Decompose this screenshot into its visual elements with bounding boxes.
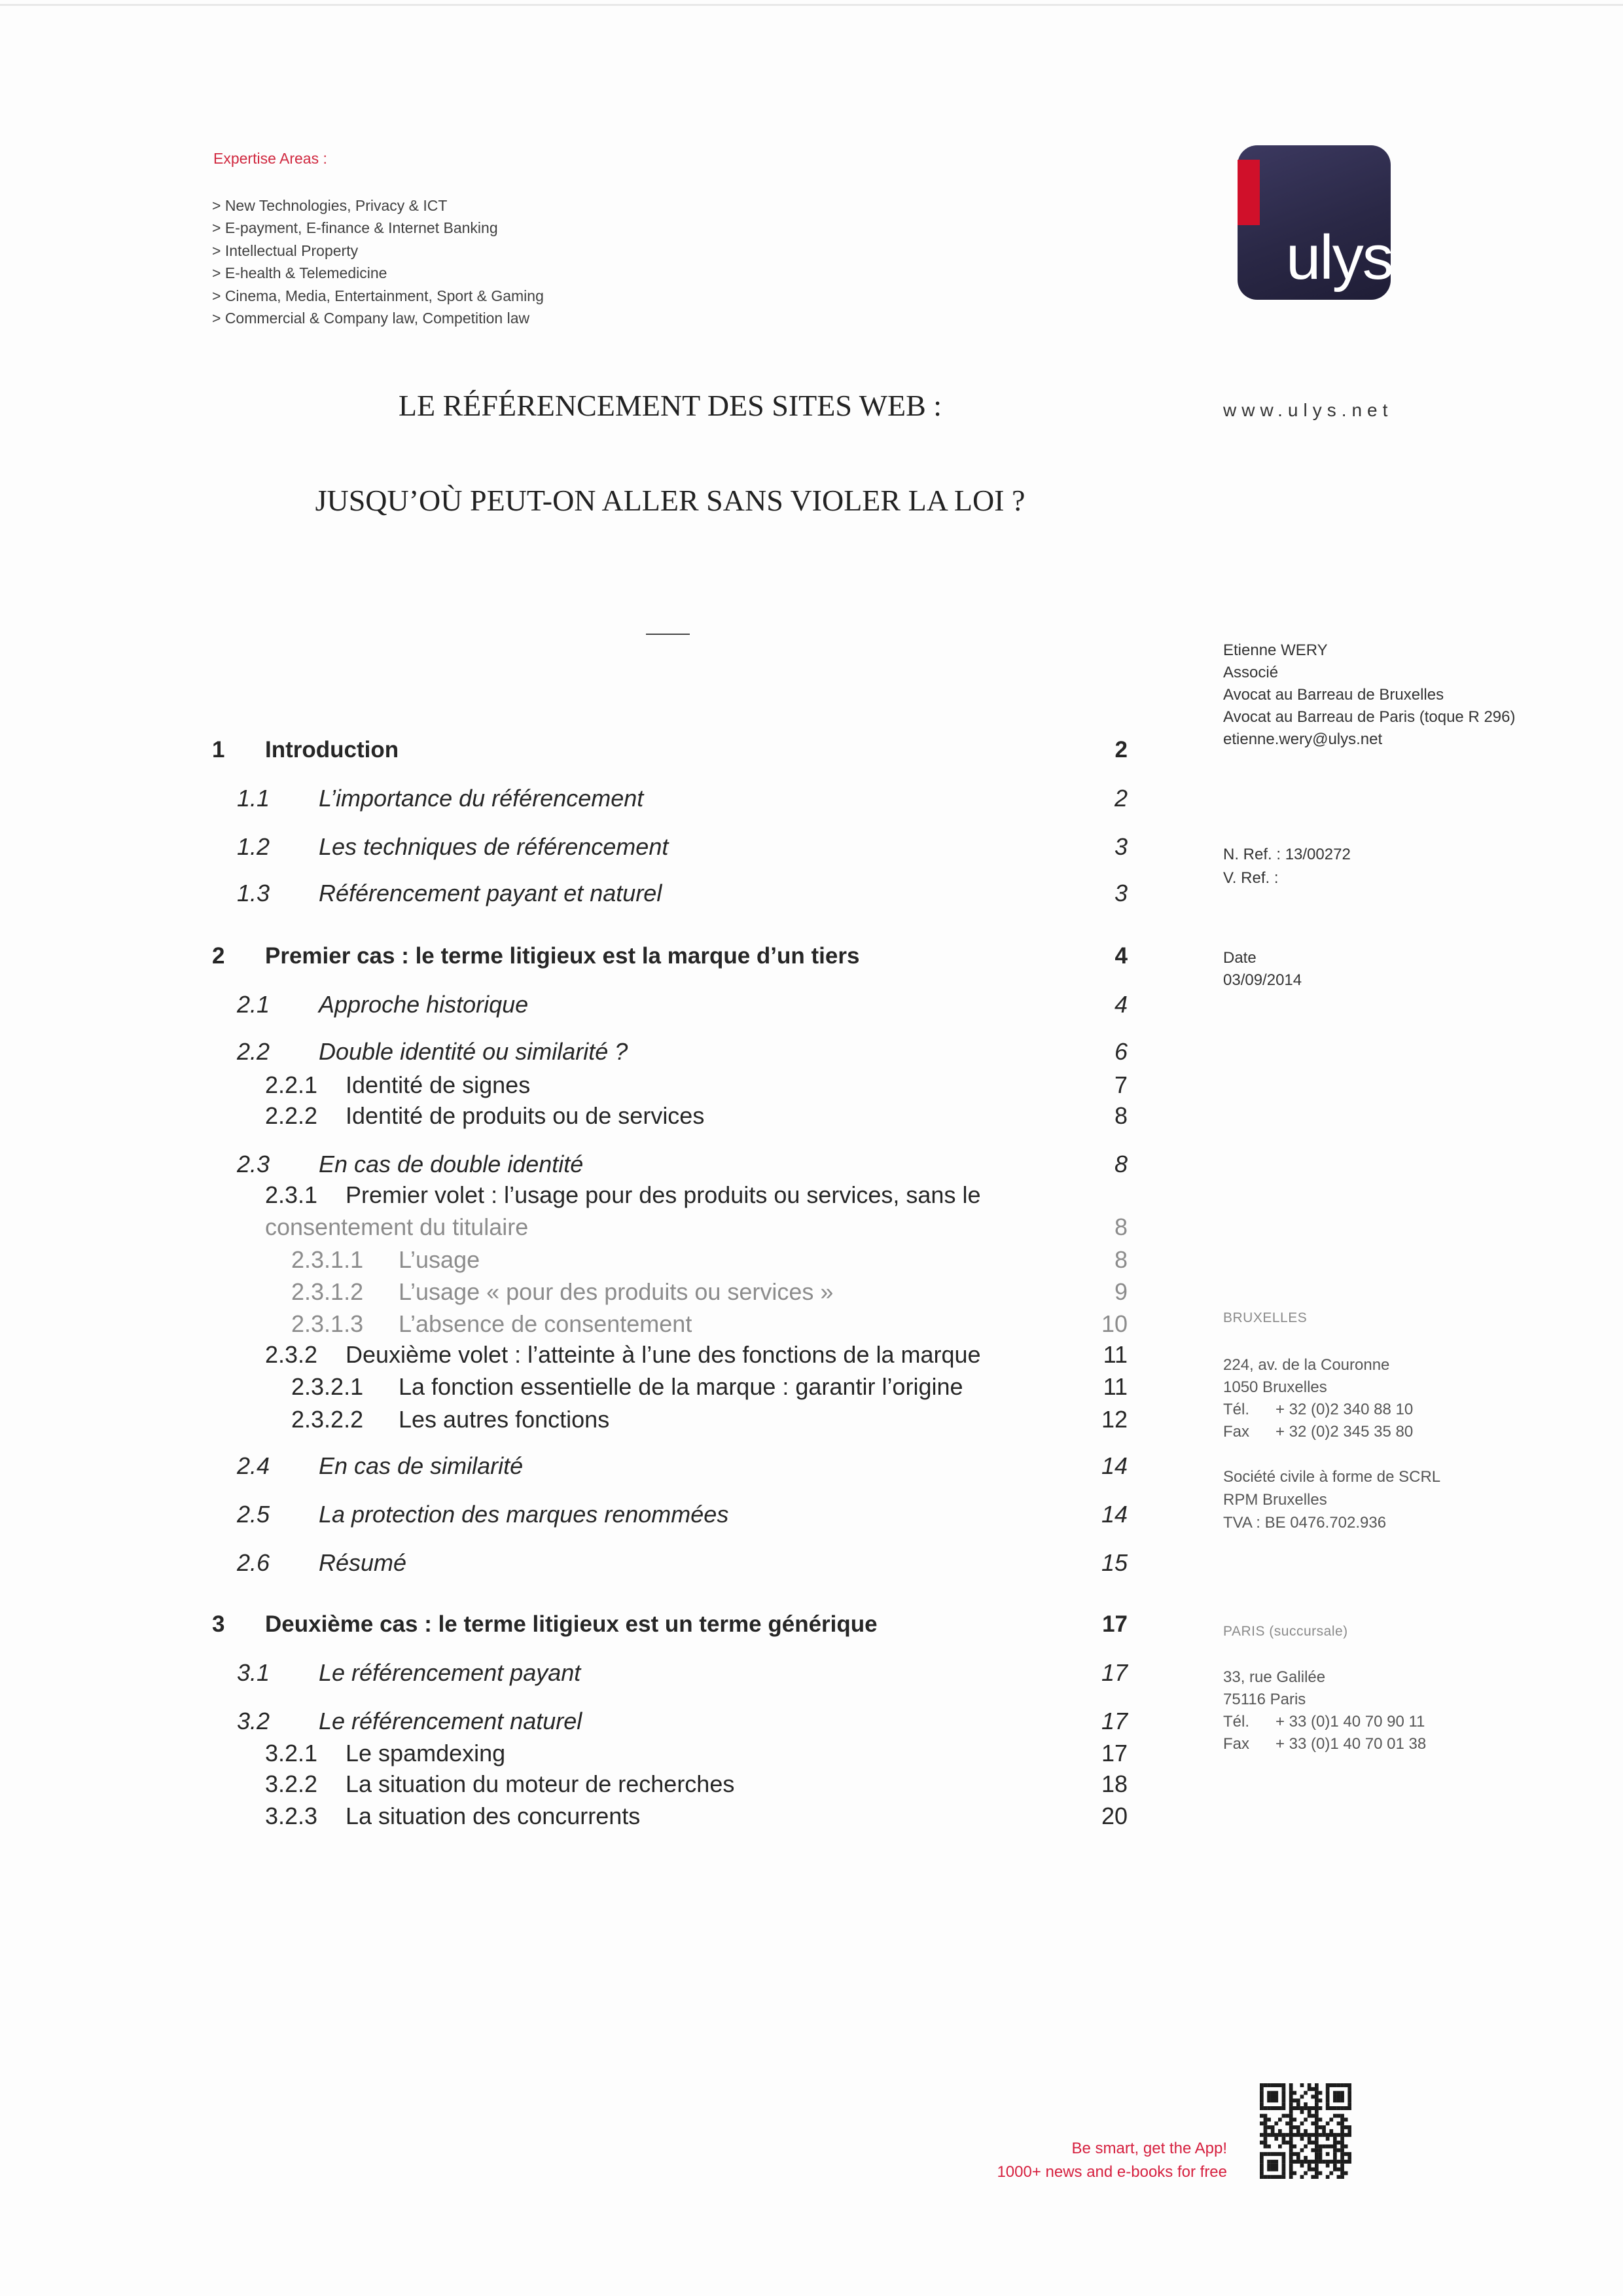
ulys-logo <box>1238 145 1391 300</box>
toc-entry <box>0 1802 1623 1831</box>
date-value: 03/09/2014 <box>1223 971 1302 989</box>
toc-entry <box>0 1500 1623 1529</box>
toc-entry <box>0 1549 1623 1577</box>
toc-title: La situation des concurrents <box>346 1803 641 1829</box>
toc-entry <box>0 1150 1623 1179</box>
toc-page: 11 <box>1103 1341 1128 1368</box>
toc-page: 4 <box>1114 991 1128 1018</box>
toc-number: 2.3.1.2 <box>291 1278 364 1305</box>
toc-entry <box>0 1102 1623 1130</box>
toc-entry <box>0 833 1623 861</box>
toc-number: 2 <box>212 943 225 969</box>
toc-number: 2.2 <box>237 1038 270 1065</box>
toc-entry <box>0 784 1623 813</box>
toc-entry <box>0 1181 1623 1210</box>
toc-page: 3 <box>1114 833 1128 860</box>
document-title-line-2: JUSQU’OÙ PEUT-ON ALLER SANS VIOLER LA LOI ? <box>315 484 1026 517</box>
toc-entry <box>0 1707 1623 1736</box>
toc-title: Premier cas : le terme litigieux est la marque d’un tiers <box>265 943 860 969</box>
toc-title: Double identité ou similarité ? <box>319 1038 628 1065</box>
author-block <box>1223 639 1515 751</box>
toc-entry <box>0 1071 1623 1100</box>
author-bar-paris: Avocat au Barreau de Paris (toque R 296) <box>1223 708 1516 726</box>
toc-title: En cas de similarité <box>319 1452 524 1479</box>
toc-page: 3 <box>1114 880 1128 906</box>
expertise-item: > E-health & Telemedicine <box>212 264 387 282</box>
toc-number: 1.1 <box>237 785 270 812</box>
toc-entry <box>0 1278 1623 1306</box>
expertise-item: > New Technologies, Privacy & ICT <box>212 197 448 214</box>
app-promo-line-1: Be smart, get the App! <box>1071 2140 1227 2157</box>
toc-page: 15 <box>1101 1549 1128 1576</box>
toc-entry <box>0 942 1623 971</box>
office-city: 75116 Paris <box>1223 1691 1306 1708</box>
toc-number: 2.3.1.1 <box>291 1246 364 1273</box>
toc-number: 3.2.2 <box>265 1770 318 1797</box>
phone-label: Tél. <box>1223 1401 1250 1418</box>
toc-page: 11 <box>1103 1373 1128 1400</box>
toc-title-continuation: consentement du titulaire <box>265 1213 529 1240</box>
toc-page: 14 <box>1101 1501 1128 1528</box>
toc-number: 2.6 <box>237 1549 270 1576</box>
toc-page: 8 <box>1114 1213 1128 1240</box>
expertise-item: > Cinema, Media, Entertainment, Sport & Gaming <box>212 287 544 304</box>
toc-title: La protection des marques renommées <box>319 1501 729 1528</box>
toc-page: 18 <box>1101 1770 1128 1797</box>
toc-entry <box>0 1770 1623 1799</box>
toc-number: 2.3.2.2 <box>291 1406 364 1433</box>
toc-page: 17 <box>1101 1740 1128 1767</box>
toc-number: 2.2.1 <box>265 1071 318 1098</box>
office-street: 33, rue Galilée <box>1223 1668 1326 1686</box>
toc-entry <box>0 1610 1623 1639</box>
toc-entry <box>0 1659 1623 1687</box>
document-title-line-1: LE RÉFÉRENCEMENT DES SITES WEB : <box>398 389 942 422</box>
toc-title: Deuxième volet : l’atteinte à l’une des fonctions de la marque <box>346 1341 981 1368</box>
phone-number: + 32 (0)2 340 88 10 <box>1275 1401 1414 1418</box>
expertise-item: > Commercial & Company law, Competition law <box>212 310 530 327</box>
toc-title: Le spamdexing <box>346 1740 506 1767</box>
toc-entry <box>0 879 1623 908</box>
toc-entry <box>0 1340 1623 1369</box>
toc-page: 8 <box>1114 1151 1128 1177</box>
toc-title: Le référencement payant <box>319 1659 581 1686</box>
toc-page: 14 <box>1101 1452 1128 1479</box>
office-brussels-name: BRUXELLES <box>1223 1310 1308 1325</box>
toc-title: En cas de double identité <box>319 1151 584 1177</box>
toc-title: La situation du moteur de recherches <box>346 1770 735 1797</box>
toc-title: L’importance du référencement <box>319 785 644 812</box>
toc-page: 4 <box>1115 943 1128 969</box>
author-bar-brussels: Avocat au Barreau de Bruxelles <box>1223 686 1444 704</box>
toc-entry <box>0 1739 1623 1768</box>
toc-number: 1 <box>212 737 225 762</box>
toc-page: 8 <box>1114 1246 1128 1273</box>
toc-number: 2.5 <box>237 1501 270 1528</box>
toc-page: 12 <box>1101 1406 1128 1433</box>
toc-page: 6 <box>1114 1038 1128 1065</box>
toc-page: 8 <box>1114 1102 1128 1129</box>
qr-code <box>1260 2083 1351 2179</box>
author-name: Etienne WERY <box>1223 641 1328 659</box>
logo-wordmark: ulys <box>1286 223 1393 293</box>
logo-red-bar <box>1238 160 1260 225</box>
toc-title: Référencement payant et naturel <box>319 880 662 906</box>
office-city: 1050 Bruxelles <box>1223 1378 1327 1396</box>
toc-entry <box>0 990 1623 1019</box>
toc-title: Premier volet : l’usage pour des produits ou services, sans le <box>346 1181 981 1208</box>
toc-number: 2.3.2.1 <box>291 1373 364 1400</box>
title-separator <box>646 634 690 635</box>
toc-page: 17 <box>1102 1611 1128 1637</box>
phone-label: Tél. <box>1223 1713 1250 1731</box>
toc-page: 17 <box>1101 1708 1128 1734</box>
toc-number: 2.1 <box>237 991 270 1018</box>
toc-title: Identité de produits ou de services <box>346 1102 705 1129</box>
toc-page: 9 <box>1114 1278 1128 1305</box>
toc-number: 3.2 <box>237 1708 270 1734</box>
company-form: Société civile à forme de SCRL <box>1223 1468 1441 1486</box>
our-reference: N. Ref. : 13/00272 <box>1223 846 1351 863</box>
date-label: Date <box>1223 949 1257 967</box>
scan-edge-line <box>0 4 1623 6</box>
toc-title: Introduction <box>265 737 399 762</box>
toc-number: 2.3.1.3 <box>291 1310 364 1337</box>
toc-number: 3.1 <box>237 1659 270 1686</box>
fax-label: Fax <box>1223 1735 1250 1753</box>
expertise-heading: Expertise Areas : <box>213 150 327 167</box>
fax-label: Fax <box>1223 1423 1250 1441</box>
toc-number: 3.2.3 <box>265 1803 318 1829</box>
toc-page: 10 <box>1101 1310 1128 1337</box>
toc-entry <box>0 1405 1623 1434</box>
toc-entry <box>0 1452 1623 1480</box>
toc-entry-continuation <box>0 1213 1623 1242</box>
toc-title: Les techniques de référencement <box>319 833 669 860</box>
toc-title: Deuxième cas : le terme litigieux est un terme générique <box>265 1611 878 1637</box>
toc-title: Résumé <box>319 1549 407 1576</box>
toc-title: L’usage « pour des produits ou services » <box>399 1278 834 1305</box>
company-vat: TVA : BE 0476.702.936 <box>1223 1514 1387 1532</box>
fax-number: + 32 (0)2 345 35 80 <box>1275 1423 1414 1441</box>
app-promo-line-2: 1000+ news and e-books for free <box>997 2163 1227 2181</box>
toc-entry <box>0 736 1623 764</box>
website-url: www.ulys.net <box>1223 400 1393 420</box>
author-email: etienne.wery@ulys.net <box>1223 730 1383 748</box>
toc-title: La fonction essentielle de la marque : garantir l’origine <box>399 1373 963 1400</box>
toc-entry <box>0 1246 1623 1274</box>
toc-number: 1.3 <box>237 880 270 906</box>
toc-title: Approche historique <box>319 991 529 1018</box>
toc-number: 3 <box>212 1611 225 1637</box>
office-paris-name: PARIS (succursale) <box>1223 1624 1348 1639</box>
toc-title: Identité de signes <box>346 1071 531 1098</box>
office-street: 224, av. de la Couronne <box>1223 1356 1390 1374</box>
expertise-item: > E-payment, E-finance & Internet Banking <box>212 219 498 237</box>
company-rpm: RPM Bruxelles <box>1223 1491 1327 1509</box>
toc-page: 2 <box>1114 785 1128 812</box>
toc-number: 2.3 <box>237 1151 270 1177</box>
phone-number: + 33 (0)1 40 70 90 11 <box>1275 1713 1425 1731</box>
toc-entry <box>0 1372 1623 1401</box>
toc-page: 7 <box>1114 1071 1128 1098</box>
expertise-item: > Intellectual Property <box>212 242 359 259</box>
toc-number: 1.2 <box>237 833 270 860</box>
author-role: Associé <box>1223 664 1279 681</box>
toc-number: 3.2.1 <box>265 1740 318 1767</box>
toc-title: Le référencement naturel <box>319 1708 582 1734</box>
toc-number: 2.4 <box>237 1452 270 1479</box>
toc-title: L’absence de consentement <box>399 1310 692 1337</box>
toc-entry <box>0 1037 1623 1066</box>
fax-number: + 33 (0)1 40 70 01 38 <box>1275 1735 1427 1753</box>
toc-page: 2 <box>1115 737 1128 762</box>
toc-title: Les autres fonctions <box>399 1406 610 1433</box>
toc-number: 2.3.1 <box>265 1181 318 1208</box>
expertise-list <box>212 194 544 329</box>
toc-number: 2.3.2 <box>265 1341 318 1368</box>
toc-entry <box>0 1310 1623 1338</box>
toc-page: 20 <box>1101 1803 1128 1829</box>
toc-title: L’usage <box>399 1246 480 1273</box>
toc-page: 17 <box>1101 1659 1128 1686</box>
your-reference: V. Ref. : <box>1223 869 1279 887</box>
toc-number: 2.2.2 <box>265 1102 318 1129</box>
